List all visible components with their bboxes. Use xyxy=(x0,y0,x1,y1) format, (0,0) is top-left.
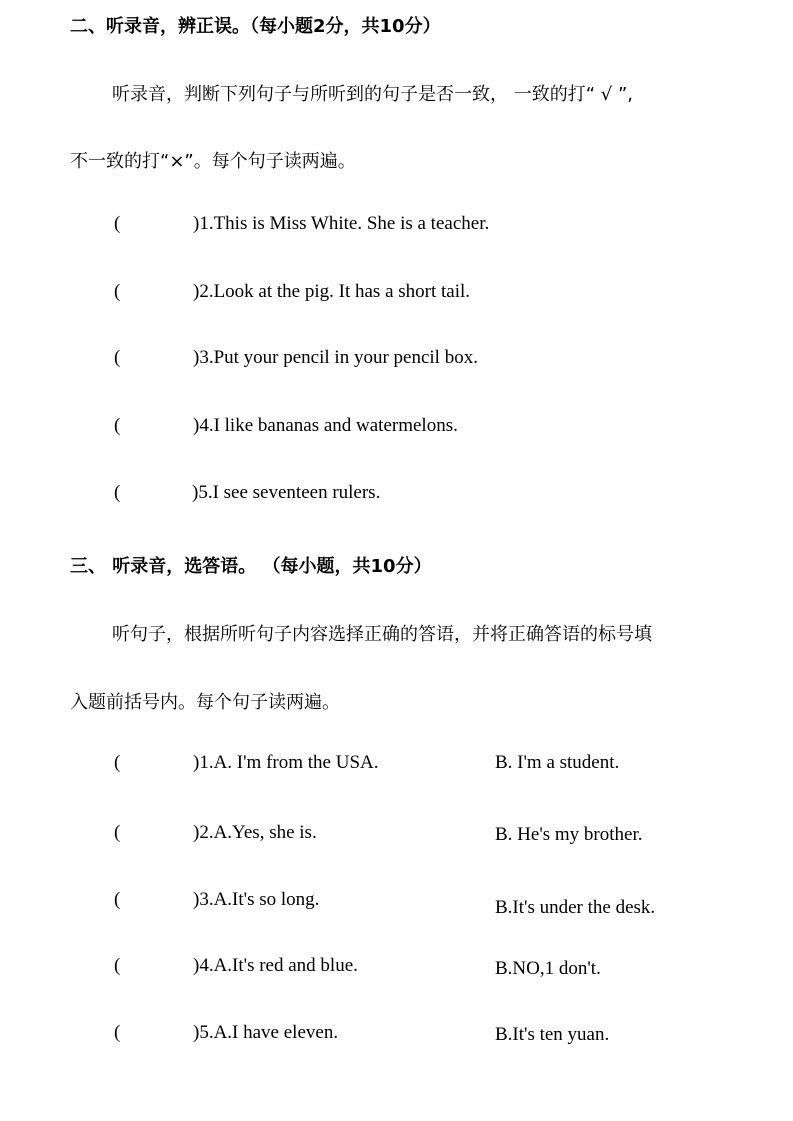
section3-item-2-option-b: B. He's my brother. xyxy=(495,824,643,845)
section3-item-5-option-b: B.It's ten yuan. xyxy=(495,1024,610,1045)
section2-item-1: )1.This is Miss White. She is a teacher. xyxy=(193,213,490,234)
answer-open-paren: ( xyxy=(114,889,121,910)
answer-open-paren: ( xyxy=(114,955,121,976)
section3-item-4-option-a: )4.A.It's red and blue. xyxy=(193,955,358,976)
section3-item-3-option-a: )3.A.It's so long. xyxy=(193,889,320,910)
section2-heading: 二、听录音，辨正误。（每小题2分，共10分） xyxy=(70,16,441,37)
answer-open-paren: ( xyxy=(114,822,121,843)
section2-item-5: )5.I see seventeen rulers. xyxy=(192,482,381,503)
section3-item-5-option-a: )5.A.I have eleven. xyxy=(193,1022,339,1043)
answer-open-paren: ( xyxy=(114,347,121,368)
section3-item-1-option-b: B. I'm a student. xyxy=(495,752,620,773)
section3-item-4-option-b: B.NO,1 don't. xyxy=(495,958,601,979)
section3-heading: 三、 听录音，选答语。 （每小题，共10分） xyxy=(70,556,432,577)
section3-instruction-line2: 入题前括号内。每个句子读两遍。 xyxy=(70,692,340,713)
section2-instruction-line2: 不一致的打“×”。每个句子读两遍。 xyxy=(70,151,356,172)
section3-item-2-option-a: )2.A.Yes, she is. xyxy=(193,822,317,843)
section2-item-3: )3.Put your pencil in your pencil box. xyxy=(193,347,478,368)
answer-open-paren: ( xyxy=(114,281,121,302)
section3-item-1-option-a: )1.A. I'm from the USA. xyxy=(193,752,379,773)
section3-instruction-line1: 听句子，根据所听句子内容选择正确的答语，并将正确答语的标号填 xyxy=(112,624,652,645)
section3-item-3-option-b: B.It's under the desk. xyxy=(495,897,656,918)
answer-open-paren: ( xyxy=(114,415,121,436)
answer-open-paren: ( xyxy=(114,1022,121,1043)
section2-item-4: )4.I like bananas and watermelons. xyxy=(193,415,458,436)
answer-open-paren: ( xyxy=(114,752,121,773)
answer-open-paren: ( xyxy=(114,482,121,503)
section2-instruction-line1: 听录音，判断下列句子与所听到的句子是否一致， 一致的打“ √ ”, xyxy=(112,84,634,105)
section2-item-2: )2.Look at the pig. It has a short tail. xyxy=(193,281,471,302)
answer-open-paren: ( xyxy=(114,213,121,234)
